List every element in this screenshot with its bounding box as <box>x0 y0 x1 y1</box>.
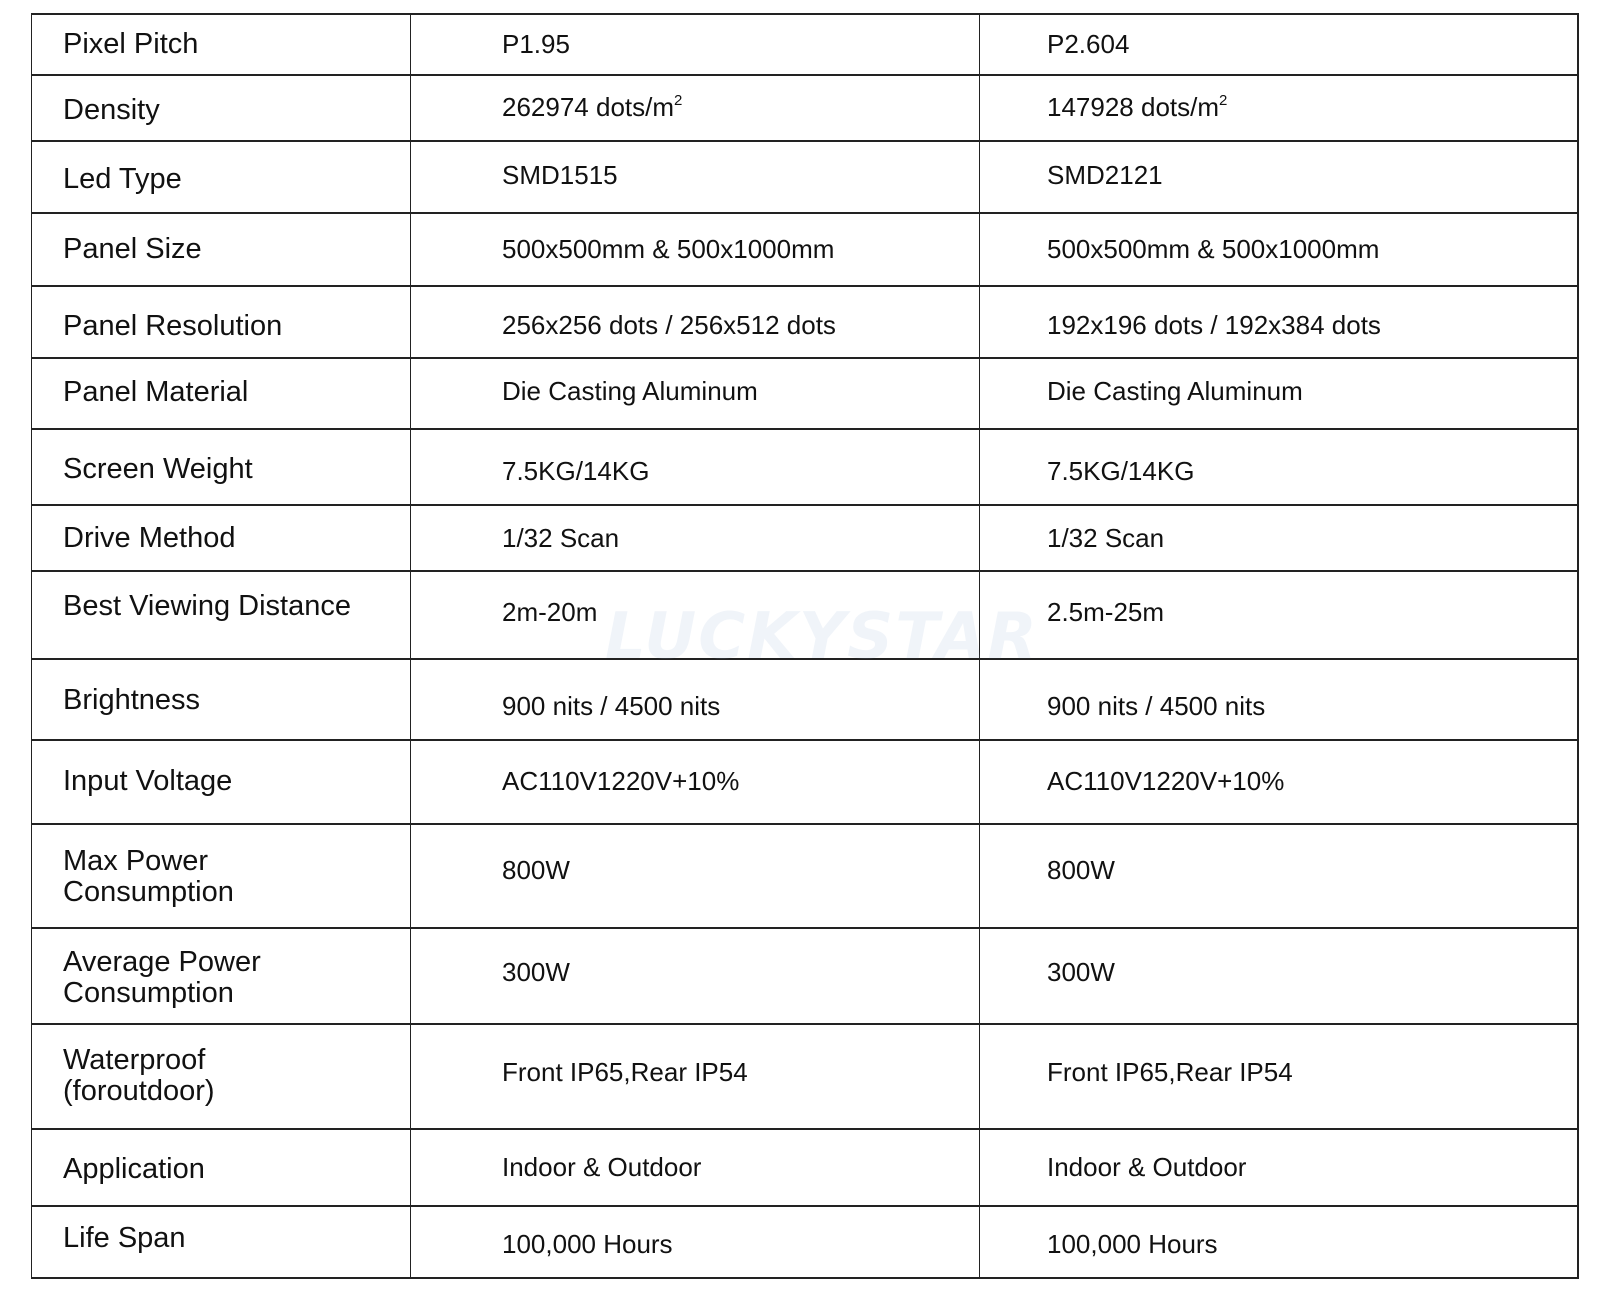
value-cell-p2604 <box>980 141 1578 213</box>
value-p2604: Front IP65,Rear IP54 <box>1047 1057 1293 1087</box>
superscript: 2 <box>674 92 683 109</box>
value-p195: 500x500mm & 500x1000mm <box>502 234 835 264</box>
table-row <box>32 141 1578 213</box>
table-row <box>32 659 1578 740</box>
row-label: Application <box>63 1153 205 1185</box>
value-p195: 800W <box>502 855 570 885</box>
value-cell-p2604 <box>980 659 1578 740</box>
row-label: Panel Resolution <box>63 310 283 342</box>
row-label: Screen Weight <box>63 453 253 485</box>
row-label: Brightness <box>63 684 201 716</box>
table-row <box>32 571 1578 659</box>
value-cell-p195 <box>411 429 980 505</box>
table-row <box>32 505 1578 571</box>
row-label-cell <box>32 358 411 429</box>
row-label: Input Voltage <box>63 765 233 797</box>
value-cell-p195 <box>411 75 980 141</box>
value-p2604: 100,000 Hours <box>1047 1229 1218 1259</box>
value-cell-p2604 <box>980 213 1578 286</box>
table-row <box>32 429 1578 505</box>
value-p2604: P2.604 <box>1047 29 1130 59</box>
value-cell-p195 <box>411 141 980 213</box>
row-label: Led Type <box>63 163 182 195</box>
row-label-cell <box>32 659 411 740</box>
table-row <box>32 1129 1578 1206</box>
superscript: 2 <box>1219 92 1228 109</box>
row-label-cell <box>32 571 411 659</box>
row-label-cell <box>32 824 411 928</box>
watermark-logo: LUCKYSTAR <box>605 600 1039 674</box>
row-label-cell <box>32 928 411 1024</box>
spec-table <box>31 13 1579 1279</box>
table-row <box>32 1024 1578 1129</box>
table-row <box>32 358 1578 429</box>
value-p2604: 192x196 dots / 192x384 dots <box>1047 310 1381 340</box>
density-value: 262974 dots/m <box>502 92 675 122</box>
row-label: Average Power Consumption <box>63 946 261 1009</box>
value-p2604: 800W <box>1047 855 1115 885</box>
value-p2604 <box>980 76 1577 121</box>
value-p195: Die Casting Aluminum <box>502 376 758 406</box>
value-cell-p195 <box>411 928 980 1024</box>
row-label-cell <box>32 14 411 75</box>
table-row <box>32 213 1578 286</box>
value-p195: 100,000 Hours <box>502 1229 673 1259</box>
value-cell-p2604 <box>980 286 1578 358</box>
value-cell-p2604 <box>980 571 1578 659</box>
row-label: Density <box>63 94 160 126</box>
row-label-cell <box>32 505 411 571</box>
row-label: Drive Method <box>63 522 236 554</box>
value-p195: 1/32 Scan <box>502 523 620 553</box>
value-p195: 900 nits / 4500 nits <box>502 691 721 721</box>
row-label-cell <box>32 1206 411 1278</box>
value-cell-p2604 <box>980 429 1578 505</box>
table-row <box>32 740 1578 824</box>
table-row <box>32 928 1578 1024</box>
value-cell-p195 <box>411 286 980 358</box>
row-label-cell <box>32 429 411 505</box>
value-cell-p195 <box>411 824 980 928</box>
value-cell-p2604 <box>980 1024 1578 1129</box>
value-cell-p195 <box>411 1024 980 1129</box>
row-label-cell <box>32 1024 411 1129</box>
value-p2604: Die Casting Aluminum <box>1047 376 1303 406</box>
value-cell-p2604 <box>980 928 1578 1024</box>
table-row <box>32 1206 1578 1278</box>
value-p195: Indoor & Outdoor <box>502 1152 702 1182</box>
value-p195: 7.5KG/14KG <box>502 456 650 486</box>
value-cell-p195 <box>411 14 980 75</box>
value-p2604: 2.5m-25m <box>1047 597 1165 627</box>
value-cell-p195 <box>411 505 980 571</box>
table-row <box>32 824 1578 928</box>
value-p2604: SMD2121 <box>1047 160 1163 190</box>
value-cell-p2604 <box>980 75 1578 141</box>
value-cell-p2604 <box>980 505 1578 571</box>
value-cell-p195 <box>411 1129 980 1206</box>
value-cell-p195 <box>411 213 980 286</box>
value-cell-p2604 <box>980 824 1578 928</box>
value-cell-p195 <box>411 659 980 740</box>
value-p195: 256x256 dots / 256x512 dots <box>502 310 836 340</box>
row-label-cell <box>32 1129 411 1206</box>
value-p195: AC110V1220V+10% <box>502 766 740 796</box>
row-label-cell <box>32 141 411 213</box>
row-label-cell <box>32 286 411 358</box>
value-p195: 300W <box>502 957 570 987</box>
row-label: Panel Material <box>63 376 249 408</box>
row-label-cell <box>32 740 411 824</box>
value-cell-p195 <box>411 1206 980 1278</box>
value-p195: 2m-20m <box>502 597 598 627</box>
value-p195: SMD1515 <box>502 160 618 190</box>
value-p195 <box>411 76 979 121</box>
row-label: Max Power Consumption <box>63 845 234 908</box>
row-label: Waterproof (foroutdoor) <box>63 1044 215 1107</box>
value-cell-p2604 <box>980 14 1578 75</box>
value-p195: Front IP65,Rear IP54 <box>502 1057 748 1087</box>
row-label-cell <box>32 213 411 286</box>
value-cell-p2604 <box>980 358 1578 429</box>
density-value: 147928 dots/m <box>1047 92 1220 122</box>
value-p195: P1.95 <box>502 29 570 59</box>
value-p2604: 7.5KG/14KG <box>1047 456 1195 486</box>
table-row <box>32 286 1578 358</box>
row-label: Panel Size <box>63 233 202 265</box>
value-cell-p195 <box>411 571 980 659</box>
value-cell-p195 <box>411 358 980 429</box>
value-p2604: 500x500mm & 500x1000mm <box>1047 234 1380 264</box>
value-cell-p2604 <box>980 1129 1578 1206</box>
value-cell-p2604 <box>980 1206 1578 1278</box>
value-cell-p2604 <box>980 740 1578 824</box>
value-p2604: 1/32 Scan <box>1047 523 1165 553</box>
row-label: Best Viewing Distance <box>63 590 352 622</box>
spec-sheet <box>31 13 1577 1279</box>
value-p2604: 900 nits / 4500 nits <box>1047 691 1266 721</box>
value-p2604: AC110V1220V+10% <box>1047 766 1285 796</box>
value-p2604: Indoor & Outdoor <box>1047 1152 1247 1182</box>
value-cell-p195 <box>411 740 980 824</box>
row-label: Life Span <box>63 1222 186 1254</box>
row-label: Pixel Pitch <box>63 28 199 60</box>
table-row <box>32 75 1578 141</box>
table-row <box>32 14 1578 75</box>
value-p2604: 300W <box>1047 957 1115 987</box>
row-label-cell <box>32 75 411 141</box>
